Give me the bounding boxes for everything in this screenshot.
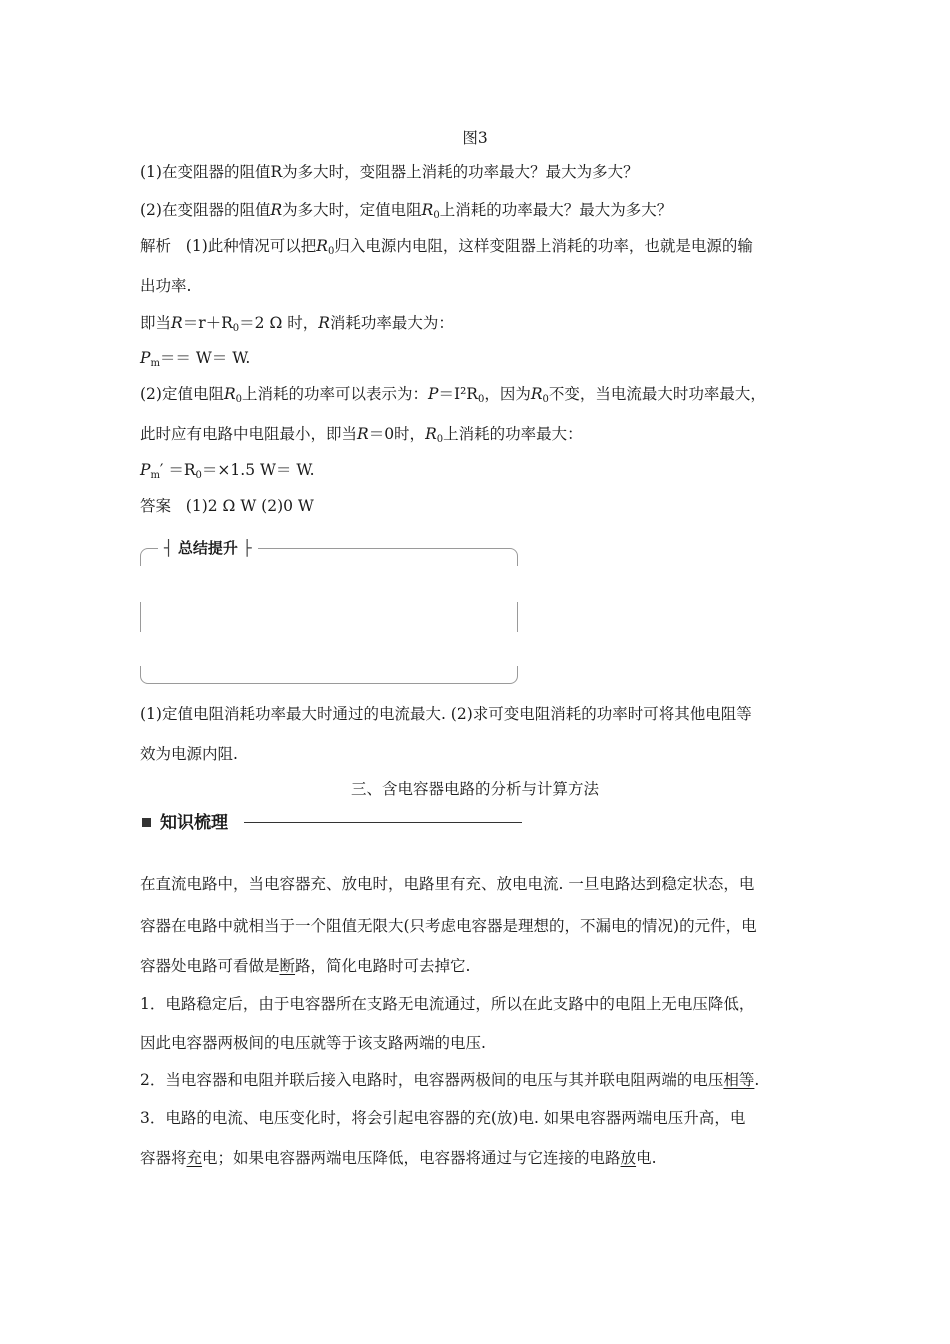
k-p1-line-1: 在直流电路中，当电容器充、放电时，电路里有充、放电电流. 一旦电路达到稳定状态，电 [140, 875, 755, 893]
summary-text-1: (1)定值电阻消耗功率最大时通过的电流最大. (2)求可变电阻消耗的功率时可将其他电阻等 [140, 705, 752, 723]
analysis-line-5: (2)定值电阻$R_0$上消耗的功率可以表示为：$P=I^2R_0$，因为$R_0$不变，当电流最大时功率最大， [140, 385, 766, 405]
analysis-line-1: 解析 (1)此种情况可以把$R_0$归入电源内电阻，这样变阻器上消耗的功率，也就是电源的输 [140, 237, 753, 257]
k-item-2: 2．当电容器和电阻并联后接入电路时，电容器两极间的电压与其并联电阻两端的电压相等. [140, 1071, 760, 1089]
question-1: (1)在变阻器的阻值R为多大时，变阻器上消耗的功率最大？最大为多大？ [140, 163, 639, 181]
summary-box-title: ┤ 总结提升 ├ [158, 538, 258, 558]
summary-box [140, 548, 518, 684]
analysis-line-7: $P_m' =R_0=\times 1.5$ W＝ W. [140, 461, 315, 481]
question-2: (2)在变阻器的阻值R为多大时，定值电阻$R_0$上消耗的功率最大？最大为多大？ [140, 201, 673, 221]
k-item-3-line-2: 容器将充电；如果电容器两端电压降低，电容器将通过与它连接的电路放电. [140, 1149, 657, 1167]
analysis-line-3: 即当$R=r+R_0=2$ Ω 时，R消耗功率最大为： [140, 314, 454, 334]
answer-label: 答案 [140, 497, 172, 515]
analysis-line-2: 出功率. [140, 277, 192, 295]
figure-caption: 图3 [462, 129, 488, 147]
k-item-3-line-1: 3．电路的电流、电压变化时，将会引起电容器的充(放)电. 如果电容器两端电压升高，电 [140, 1109, 746, 1127]
knowledge-heading: 知识梳理 [140, 812, 522, 834]
k-item-1-line-2: 因此电容器两极间的电压就等于该支路两端的电压. [140, 1034, 486, 1052]
heading-rule [244, 822, 522, 823]
analysis-line-4: $P_m== W= W$. [140, 349, 251, 369]
k-p1-line-2: 容器在电路中就相当于一个阻值无限大(只考虑电容器是理想的，不漏电的情况)的元件，电 [140, 917, 757, 935]
k-p1-line-3: 容器处电路可看做是断路，简化电路时可去掉它. [140, 957, 471, 975]
analysis-line-6: 此时应有电路中电阻最小，即当R＝0时，$R_0$上消耗的功率最大： [140, 425, 583, 445]
square-bullet-icon [142, 818, 151, 827]
summary-text-2: 效为电源内阻. [140, 745, 238, 763]
k-item-1-line-1: 1．电路稳定后，由于电容器所在支路无电流通过，所以在此支路中的电阻上无电压降低， [140, 995, 755, 1013]
analysis-label: 解析 [140, 237, 172, 255]
answer-line: 答案 (1)2 Ω W (2)0 W [140, 497, 314, 515]
section-3-title: 三、含电容器电路的分析与计算方法 [350, 780, 599, 798]
